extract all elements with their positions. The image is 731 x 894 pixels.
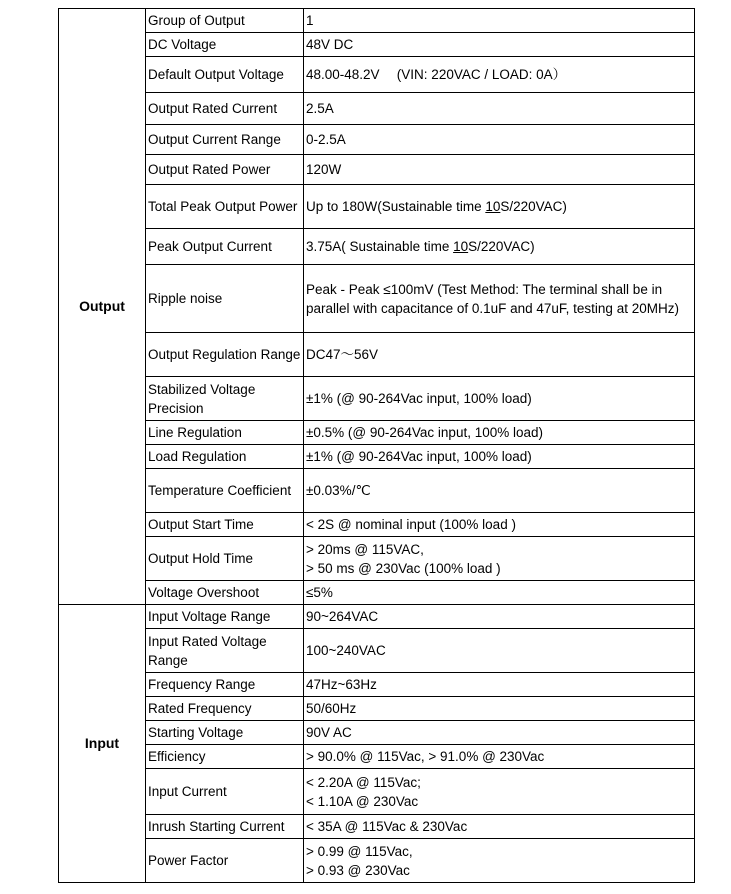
table-row xyxy=(59,769,695,815)
param-label: Input Current xyxy=(146,769,304,815)
param-label: Output Rated Current xyxy=(146,93,304,125)
table-row xyxy=(59,185,695,229)
param-label: Input Voltage Range xyxy=(146,605,304,629)
param-value: 1 xyxy=(304,9,695,33)
table-row xyxy=(59,697,695,721)
param-label: Ripple noise xyxy=(146,265,304,333)
param-label: Output Start Time xyxy=(146,513,304,537)
param-label: Temperature Coefficient xyxy=(146,469,304,513)
param-label: DC Voltage xyxy=(146,33,304,57)
table-row xyxy=(59,125,695,155)
param-value: < 2.20A @ 115Vac; < 1.10A @ 230Vac xyxy=(304,769,695,815)
table-row xyxy=(59,33,695,57)
table-row xyxy=(59,421,695,445)
param-value: ±1% (@ 90-264Vac input, 100% load) xyxy=(304,445,695,469)
param-label: Output Current Range xyxy=(146,125,304,155)
param-label: Load Regulation xyxy=(146,445,304,469)
param-label: Default Output Voltage xyxy=(146,57,304,93)
param-value: 2.5A xyxy=(304,93,695,125)
table-row xyxy=(59,537,695,581)
param-value: 90V AC xyxy=(304,721,695,745)
table-row xyxy=(59,513,695,537)
table-row xyxy=(59,581,695,605)
param-label: Group of Output xyxy=(146,9,304,33)
param-label: Peak Output Current xyxy=(146,229,304,265)
table-row xyxy=(59,721,695,745)
param-value: DC47～56V xyxy=(304,333,695,377)
table-row xyxy=(59,605,695,629)
table-row xyxy=(59,469,695,513)
param-value: Peak - Peak ≤100mV (Test Method: The terminal shall be in parallel with capacitance of 0.1uF and 47uF, testing at 20MHz) xyxy=(304,265,695,333)
param-value: 3.75A( Sustainable time 10S/220VAC) xyxy=(304,229,695,265)
table-row xyxy=(59,93,695,125)
param-value: 47Hz~63Hz xyxy=(304,673,695,697)
param-label: Stabilized Voltage Precision xyxy=(146,377,304,421)
param-label: Frequency Range xyxy=(146,673,304,697)
param-label: Rated Frequency xyxy=(146,697,304,721)
table-row xyxy=(59,57,695,93)
table-row xyxy=(59,155,695,185)
param-value: < 2S @ nominal input (100% load ) xyxy=(304,513,695,537)
table-row xyxy=(59,377,695,421)
param-label: Power Factor xyxy=(146,839,304,883)
param-value: 90~264VAC xyxy=(304,605,695,629)
param-label: Output Rated Power xyxy=(146,155,304,185)
param-value: > 0.99 @ 115Vac, > 0.93 @ 230Vac xyxy=(304,839,695,883)
param-value: 100~240VAC xyxy=(304,629,695,673)
param-label: Inrush Starting Current xyxy=(146,815,304,839)
param-value: < 35A @ 115Vac & 230Vac xyxy=(304,815,695,839)
param-value: 120W xyxy=(304,155,695,185)
param-label: Efficiency xyxy=(146,745,304,769)
param-value: Up to 180W(Sustainable time 10S/220VAC) xyxy=(304,185,695,229)
param-value: ±0.5% (@ 90-264Vac input, 100% load) xyxy=(304,421,695,445)
table-row xyxy=(59,673,695,697)
param-label: Starting Voltage xyxy=(146,721,304,745)
param-label: Output Regulation Range xyxy=(146,333,304,377)
table-row xyxy=(59,839,695,883)
param-value: ≤5% xyxy=(304,581,695,605)
param-label: Voltage Overshoot xyxy=(146,581,304,605)
table-row xyxy=(59,229,695,265)
param-label: Input Rated Voltage Range xyxy=(146,629,304,673)
table-row xyxy=(59,9,695,33)
table-row xyxy=(59,333,695,377)
param-value: 48.00-48.2V (VIN: 220VAC / LOAD: 0A） xyxy=(304,57,695,93)
spec-table xyxy=(58,8,695,883)
param-value: ±1% (@ 90-264Vac input, 100% load) xyxy=(304,377,695,421)
param-value: 48V DC xyxy=(304,33,695,57)
table-row xyxy=(59,265,695,333)
param-value: 0-2.5A xyxy=(304,125,695,155)
param-label: Output Hold Time xyxy=(146,537,304,581)
param-value: > 90.0% @ 115Vac, > 91.0% @ 230Vac xyxy=(304,745,695,769)
table-row xyxy=(59,629,695,673)
param-label: Total Peak Output Power xyxy=(146,185,304,229)
table-row xyxy=(59,745,695,769)
section-label-output: Output xyxy=(59,9,146,605)
param-value: 50/60Hz xyxy=(304,697,695,721)
param-value: ±0.03%/℃ xyxy=(304,469,695,513)
table-row xyxy=(59,815,695,839)
param-label: Line Regulation xyxy=(146,421,304,445)
param-value: > 20ms @ 115VAC, > 50 ms @ 230Vac (100% load ) xyxy=(304,537,695,581)
section-label-input: Input xyxy=(59,605,146,883)
table-row xyxy=(59,445,695,469)
